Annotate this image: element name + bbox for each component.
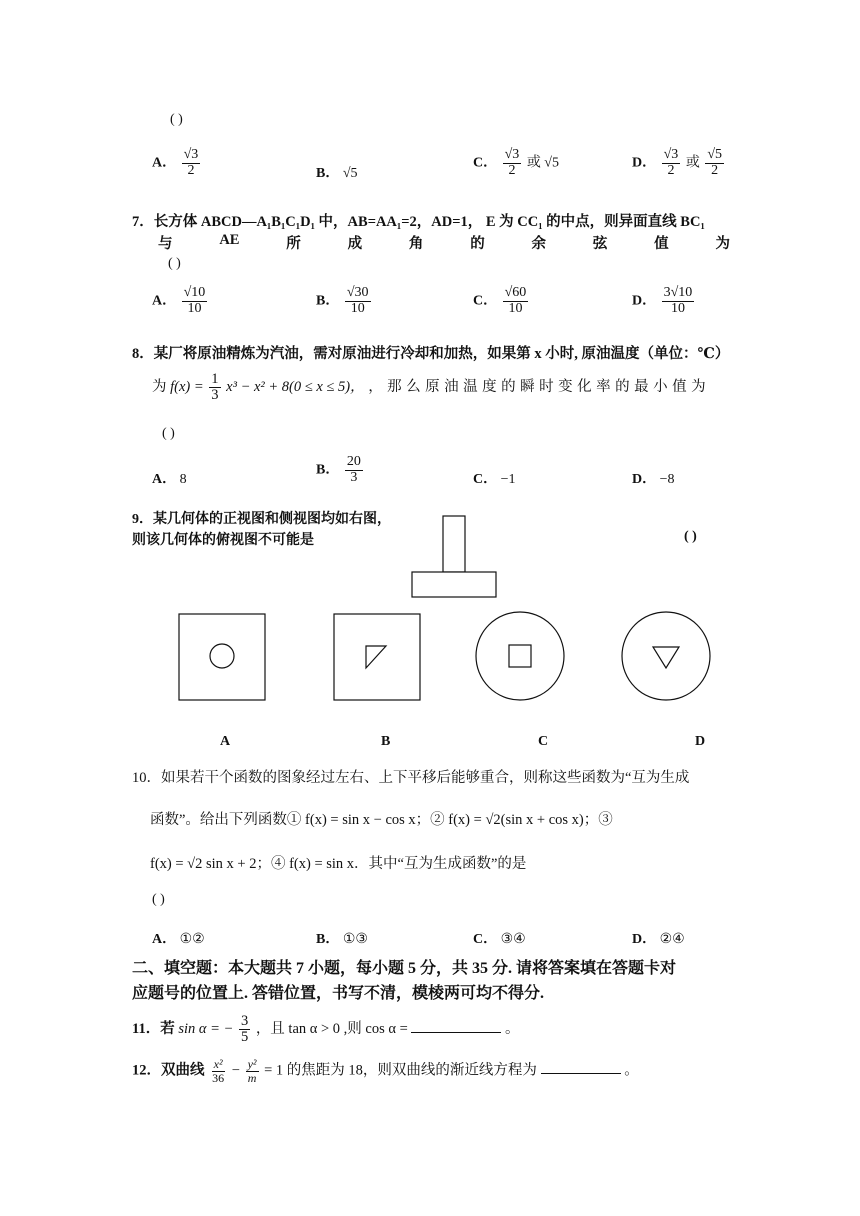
section-title-line2: 应题号的位置上. 答错位置，书写不清，模棱两可均不得分.: [132, 985, 545, 1002]
option-label: D．: [632, 472, 657, 487]
fraction: $\frac{√10}{10}$: [183, 285, 206, 316]
option-label: C．: [473, 293, 498, 309]
option-text: √5: [342, 166, 358, 181]
q9-line1: 9．某几何体的正视图和侧视图均如右图，: [132, 512, 391, 527]
option-label: B．: [316, 932, 340, 947]
q8-option-b[interactable]: [316, 455, 365, 485]
figure-label-d: D: [695, 734, 706, 749]
q8-line1: 8．某厂将原油精炼为汽油，需对原油进行冷却和加热，如果第 x 小时, 原油温度（单位：℃）: [132, 346, 730, 362]
q10-option-c[interactable]: [473, 928, 526, 948]
option-text: −8: [659, 472, 675, 487]
q7-option-b[interactable]: [316, 286, 373, 316]
option-label: B．: [316, 293, 340, 309]
fraction: $\frac{√3}{2}$: [504, 147, 520, 178]
q6-option-c[interactable]: [473, 148, 559, 178]
q8-option-a[interactable]: [152, 468, 187, 488]
option-label: D．: [632, 155, 657, 171]
option-label: A．: [152, 472, 177, 487]
figure-label-c: C: [538, 734, 549, 749]
q6-paren: ( ): [170, 112, 183, 127]
option-text: −1: [500, 472, 516, 487]
fraction: $\frac{√3}{2}$: [663, 147, 679, 178]
option-tail: 或 √5: [526, 155, 559, 171]
option-mid: 或: [685, 155, 700, 171]
fraction: $\frac{√5}{2}$: [707, 147, 722, 178]
q10-option-b[interactable]: [316, 928, 368, 948]
q10-line1: 10．如果若干个函数的图象经过左右、上下平移后能够重合，则称这些函数为“互为生成: [132, 770, 690, 786]
option-d-figure: [618, 608, 718, 708]
fraction: $\frac{√30}{10}$: [346, 285, 369, 316]
q8-option-c[interactable]: [473, 468, 516, 488]
option-c-figure: [472, 608, 572, 708]
answer-blank[interactable]: [411, 1018, 501, 1033]
q7-option-a[interactable]: [152, 286, 209, 316]
option-text: 8: [179, 472, 187, 487]
q9-paren: ( ): [684, 529, 697, 544]
option-label: A．: [152, 155, 177, 171]
q6-option-b[interactable]: [316, 162, 358, 182]
q12: 12．双曲线 $\frac{\text{x²}}{36}$ − $\frac{\text{y²}}{m}$ = 1 的焦距为 18，则双曲线的渐近线方程为 。: [132, 1057, 639, 1085]
q8-option-d[interactable]: [632, 468, 675, 488]
option-b-figure: [330, 610, 425, 705]
q10-line3: f(x) = √2 sin x + 2；④ f(x) = sin x．其中“互为生成函数”的是: [150, 856, 527, 872]
fraction: $\frac{3√10}{10}$: [663, 285, 693, 316]
q7-paren: ( ): [168, 256, 181, 271]
q11: 11．若 sin α = − $\frac{3}{5}$ ，且 tan α > 0 ,则 cos α = 。: [132, 1013, 520, 1046]
option-label: A．: [152, 932, 177, 947]
option-label: C．: [473, 155, 498, 171]
figure-label-b: B: [381, 734, 391, 749]
option-label: D．: [632, 932, 657, 947]
figure-label-a: A: [220, 734, 231, 749]
option-label: B．: [316, 166, 340, 181]
q10-option-a[interactable]: [152, 928, 205, 948]
section-title-line1: 二、填空题：本大题共 7 小题，每小题 5 分，共 35 分. 请将答案填在答题卡对: [132, 960, 677, 977]
q8-paren: ( ): [162, 426, 175, 441]
option-label: C．: [473, 932, 498, 947]
q6-option-d[interactable]: [632, 148, 726, 178]
option-text: ①③: [342, 932, 368, 947]
q7-line1: 7．长方体 ABCD—A₁B₁C₁D₁ 中，AB=AA₁=2，AD=1， E 为 CC₁ 的中点，则异面直线 BC₁: [132, 214, 705, 230]
option-label: B．: [316, 462, 340, 478]
q8-line2: 为 f(x) = $\frac{1}{3}$ x³ − x² + 8(0 ≤ x ≤ 5)， ，那么原油温度的瞬时变化率的最小值为: [152, 371, 711, 404]
option-text: ②④: [659, 932, 685, 947]
option-text: ③④: [500, 932, 526, 947]
option-a-figure: [175, 610, 270, 705]
option-label: D．: [632, 293, 657, 309]
fraction: $\frac{20}{3}$: [346, 454, 361, 485]
fraction: $\frac{√3}{2}$: [183, 147, 199, 178]
q7-option-d[interactable]: [632, 286, 696, 316]
q9-line2: 则该几何体的俯视图不可能是: [132, 533, 314, 548]
fraction: $\frac{√60}{10}$: [504, 285, 527, 316]
q6-option-a[interactable]: [152, 148, 202, 178]
q10-line2: 函数”。给出下列函数① f(x) = sin x − cos x；② f(x) = √2(sin x + cos x)；③: [150, 812, 613, 828]
answer-blank[interactable]: [541, 1059, 621, 1074]
q7-option-c[interactable]: [473, 286, 530, 316]
option-text: ①②: [179, 932, 205, 947]
front-view-figure: [405, 510, 505, 602]
q10-option-d[interactable]: [632, 928, 685, 948]
q7-line2: 与 AE 所 成 角 的 余 弦 值 为: [158, 232, 730, 252]
option-label: C．: [473, 472, 498, 487]
option-label: A．: [152, 293, 177, 309]
q10-paren: ( ): [152, 892, 165, 907]
